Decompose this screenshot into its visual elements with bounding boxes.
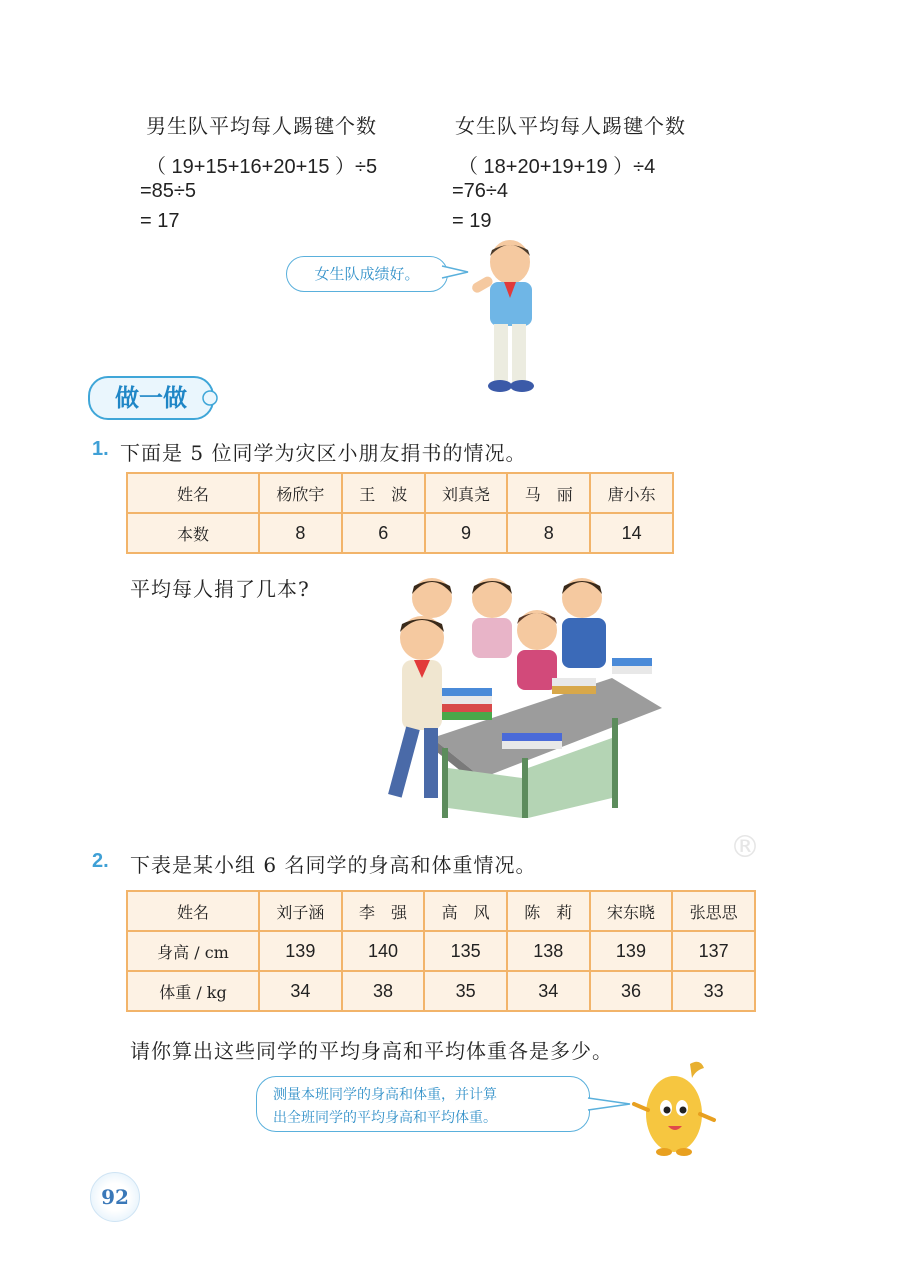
- table-cell: 陈 莉: [507, 891, 590, 931]
- table-cell: 宋东晓: [590, 891, 673, 931]
- q2-question: 请你算出这些同学的平均身高和平均体重各是多少。: [130, 1039, 613, 1063]
- table-cell: 38: [342, 971, 425, 1011]
- table-cell: 本数: [127, 513, 259, 553]
- speech-line1: 测量本班同学的身高和体重，并计算: [273, 1087, 497, 1103]
- table-cell: 身高 / cm: [127, 931, 259, 971]
- table-cell: 14: [590, 513, 673, 553]
- table-cell: 137: [672, 931, 755, 971]
- table-cell: 刘真尧: [425, 473, 508, 513]
- speech-bubble-text: 女生队成绩好。: [314, 265, 420, 283]
- table-cell: 34: [507, 971, 590, 1011]
- q1-question: 平均每人捐了几本?: [130, 577, 310, 601]
- speech-bubble-mascot: [256, 1076, 590, 1132]
- table-cell: 9: [425, 513, 508, 553]
- table-cell: 34: [259, 971, 342, 1011]
- girls-calc-title: 女生队平均每人踢毽个数: [455, 114, 686, 138]
- q1-data-row: [127, 513, 673, 553]
- table-cell: 马 丽: [507, 473, 590, 513]
- table-cell: 杨欣宇: [259, 473, 342, 513]
- table-cell: 33: [672, 971, 755, 1011]
- table-cell: 姓名: [127, 891, 259, 931]
- section-title: 做一做: [115, 383, 187, 412]
- q1-table: [126, 472, 674, 554]
- boy-illustration: [462, 236, 552, 396]
- table-cell: 135: [424, 931, 507, 971]
- table-cell: 35: [424, 971, 507, 1011]
- speech-bubble-boy: [286, 256, 448, 292]
- table-cell: 高 风: [424, 891, 507, 931]
- registered-mark: ®: [730, 830, 760, 865]
- table-cell: 李 强: [342, 891, 425, 931]
- table-cell: 138: [507, 931, 590, 971]
- table-cell: 姓名: [127, 473, 259, 513]
- girls-calc-line1: （ 18+20+19+19 ）÷4: [458, 156, 656, 178]
- table-cell: 140: [342, 931, 425, 971]
- section-title-badge: [88, 376, 214, 420]
- table-cell: 体重 / kg: [127, 971, 259, 1011]
- q2-number: 2.: [92, 850, 109, 872]
- speech-line2: 出全班同学的平均身高和平均体重。: [273, 1110, 497, 1126]
- table-cell: 刘子涵: [259, 891, 342, 931]
- table-cell: 139: [590, 931, 673, 971]
- table-cell: 王 波: [342, 473, 425, 513]
- q2-text: 下表是某小组 6 名同学的身高和体重情况。: [130, 853, 537, 877]
- boys-calc-line3: = 17: [140, 210, 180, 232]
- boys-calc-line1: （ 19+15+16+20+15 ）÷5: [146, 156, 378, 178]
- potato-mascot-illustration: [630, 1058, 720, 1158]
- q1-number: 1.: [92, 438, 109, 460]
- speech-bubble-tail-icon: [586, 1092, 632, 1116]
- table-cell: 张思思: [672, 891, 755, 931]
- table-cell: 6: [342, 513, 425, 553]
- q2-table: [126, 890, 756, 1012]
- girls-calc-line2: =76÷4: [452, 180, 509, 202]
- boys-calc-title: 男生队平均每人踢毽个数: [146, 114, 377, 138]
- table-cell: 36: [590, 971, 673, 1011]
- table-cell: 8: [259, 513, 342, 553]
- boys-calc-line2: =85÷5: [140, 180, 197, 202]
- q1-header-row: [127, 473, 673, 513]
- page-number: 92: [101, 1185, 129, 1209]
- q1-text: 下面是 5 位同学为灾区小朋友捐书的情况。: [120, 441, 527, 465]
- q2-weight-row: [127, 971, 755, 1011]
- table-cell: 唐小东: [590, 473, 673, 513]
- badge-circle-icon: [200, 388, 220, 408]
- children-donating-books-illustration: [372, 568, 662, 828]
- q2-height-row: [127, 931, 755, 971]
- page-number-badge: [90, 1172, 140, 1222]
- q2-header-row: [127, 891, 755, 931]
- table-cell: 139: [259, 931, 342, 971]
- girls-calc-line3: = 19: [452, 210, 492, 232]
- table-cell: 8: [507, 513, 590, 553]
